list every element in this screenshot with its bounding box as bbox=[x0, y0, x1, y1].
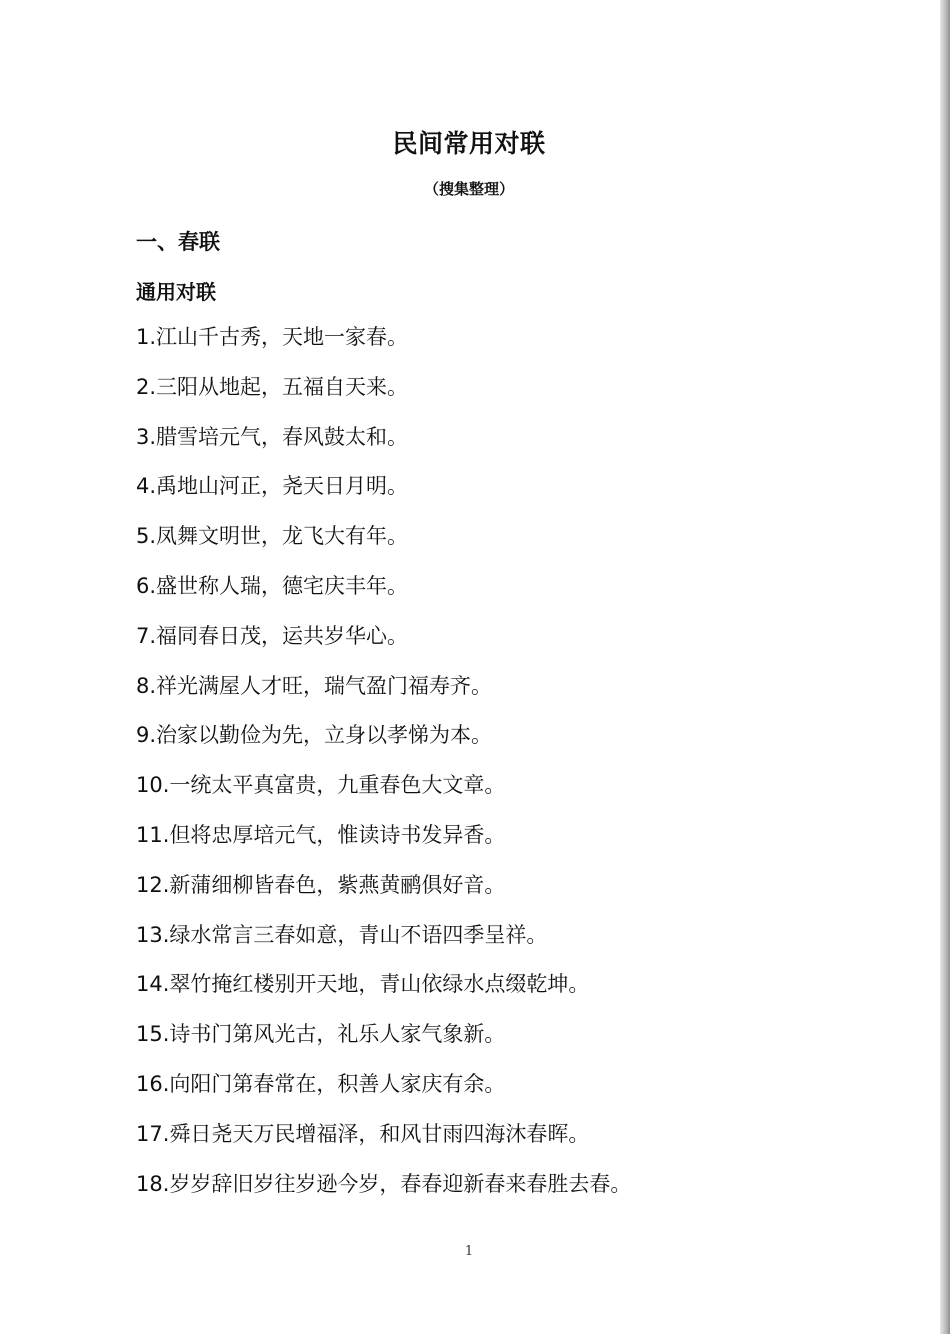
couplet-item: 15.诗书门第风光古，礼乐人家气象新。 bbox=[136, 1022, 506, 1047]
couplet-item: 7.福同春日茂，运共岁华心。 bbox=[136, 623, 409, 648]
page-number: 1 bbox=[464, 1244, 474, 1259]
document-subtitle: （搜集整理） bbox=[423, 180, 514, 198]
couplet-item: 2.三阳从地起，五福自天来。 bbox=[136, 374, 409, 399]
couplet-item: 10.一统太平真富贵，九重春色大文章。 bbox=[136, 773, 506, 798]
couplet-item: 3.腊雪培元气，春风鼓太和。 bbox=[136, 424, 409, 449]
couplet-item: 5.凤舞文明世，龙飞大有年。 bbox=[136, 524, 409, 549]
couplet-item: 18.岁岁辞旧岁往岁逊今岁，春春迎新春来春胜去春。 bbox=[136, 1171, 632, 1196]
couplet-item: 16.向阳门第春常在，积善人家庆有余。 bbox=[136, 1071, 506, 1096]
document-title: 民间常用对联 bbox=[392, 129, 546, 158]
subsection-heading: 通用对联 bbox=[136, 280, 216, 304]
couplet-item: 13.绿水常言三春如意，青山不语四季呈祥。 bbox=[136, 922, 548, 947]
couplet-item: 17.舜日尧天万民增福泽，和风甘雨四海沐春晖。 bbox=[136, 1121, 590, 1146]
couplet-item: 12.新蒲细柳皆春色，紫燕黄鹂俱好音。 bbox=[136, 872, 506, 897]
couplet-item: 8.祥光满屋人才旺，瑞气盈门福寿齐。 bbox=[136, 673, 493, 698]
couplet-item: 4.禹地山河正，尧天日月明。 bbox=[136, 474, 409, 499]
couplet-item: 9.治家以勤俭为先，立身以孝悌为本。 bbox=[136, 723, 493, 748]
couplet-item: 14.翠竹掩红楼别开天地，青山依绿水点缀乾坤。 bbox=[136, 972, 590, 997]
couplet-item: 6.盛世称人瑞，德宅庆丰年。 bbox=[136, 573, 409, 598]
couplet-list bbox=[136, 324, 631, 1220]
section-heading: 一、春联 bbox=[136, 230, 220, 254]
page-edge-shadow bbox=[940, 0, 950, 1334]
couplet-item: 1.江山千古秀，天地一家春。 bbox=[136, 325, 409, 349]
couplet-item: 11.但将忠厚培元气，惟读诗书发异香。 bbox=[136, 822, 506, 847]
